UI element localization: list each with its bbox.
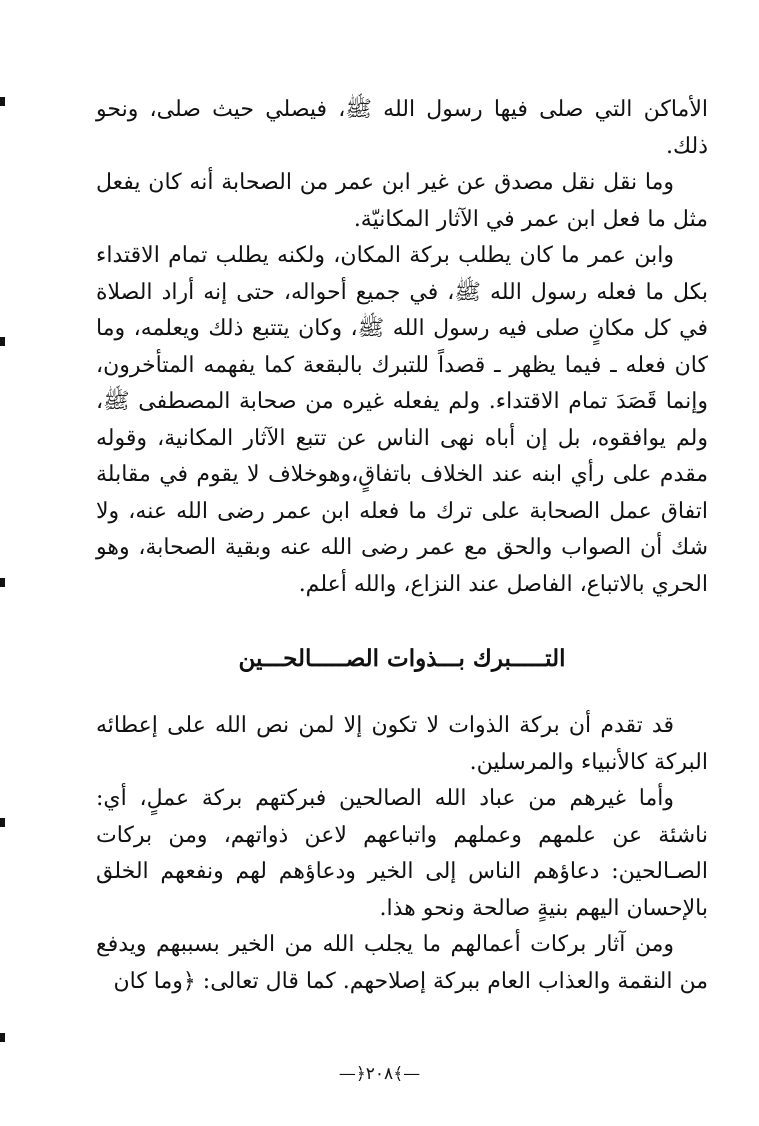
paragraph: وابن عمر ما كان يطلب بركة المكان، ولكنه يطلب تمام الاقتداء بكل ما فعله رسول الله ﷺ، في جميع أحواله، حتى إنه أراد الصلاة في كل مكانٍ صلى فيه رسول الله ﷺ، وكان يتتبع ذلك ويعلمه، وما كان فعله ـ فيما يظهر ـ قصداً للتبرك بالبقعة كما يفهمه المتأخرون، وإنما قَصَدَ تمام الاقتداء. ولم يفعله غيره من صحابة المصطفى ﷺ، ولم يوافقوه، بل إن أباه نهى الناس عن تتبع الآثار المكانية، وقوله مقدم على رأي ابنه عند الخلاف باتفاقٍ،وهوخلاف لا يقوم في مقابلة اتفاق عمل الصحابة على ترك ما فعله ابن عمر رضى الله عنه، ولا شك أن الصواب والحق مع عمر رضى الله عنه وبقية الصحابة، وهو الحري بالاتباع، الفاصل عند النزاع، والله أعلم. [96, 243, 708, 597]
paragraph: وأما غيرهم من عباد الله الصالحين فبركتهم بركة عملٍ، أي: ناشئة عن علمهم وعملهم واتباعهم لاعن ذواتهم، ومن بركات الصـالحين: دعاؤهم الناس إلى الخير ودعاؤهم لهم ونفعهم الخلق بالإحسان اليهم بنيةٍ صالحة ونحو هذا. [96, 786, 708, 921]
paragraph: الأماكن التي صلى فيها رسول الله ﷺ، فيصلي حيث صلى، ونحو ذلك. [96, 97, 708, 159]
body-text-bottom [96, 708, 708, 1000]
margin-mark [0, 578, 5, 587]
margin-mark [0, 97, 5, 106]
paragraph: ومن آثار بركات أعمالهم ما يجلب الله من الخير بسببهم ويدفع من النقمة والعذاب العام ببركة إصلاحهم. كما قال تعالى: ﴿وما كان [96, 932, 708, 994]
section-heading: التـــــبرك بـــذوات الصـــــالحـــين [238, 645, 566, 672]
paragraph: وما نقل نقل مصدق عن غير ابن عمر من الصحابة أنه كان يفعل مثل ما فعل ابن عمر في الآثار المكانيّة. [96, 170, 708, 232]
page-number: —﴿٢٠٨﴾— [338, 1064, 421, 1084]
margin-mark [0, 337, 5, 346]
margin-mark [0, 818, 5, 827]
paragraph: قد تقدم أن بركة الذوات لا تكون إلا لمن نص الله على إعطائه البركة كالأنبياء والمرسلين. [96, 713, 708, 775]
margin-mark [0, 1033, 5, 1042]
body-text-top [96, 92, 708, 603]
